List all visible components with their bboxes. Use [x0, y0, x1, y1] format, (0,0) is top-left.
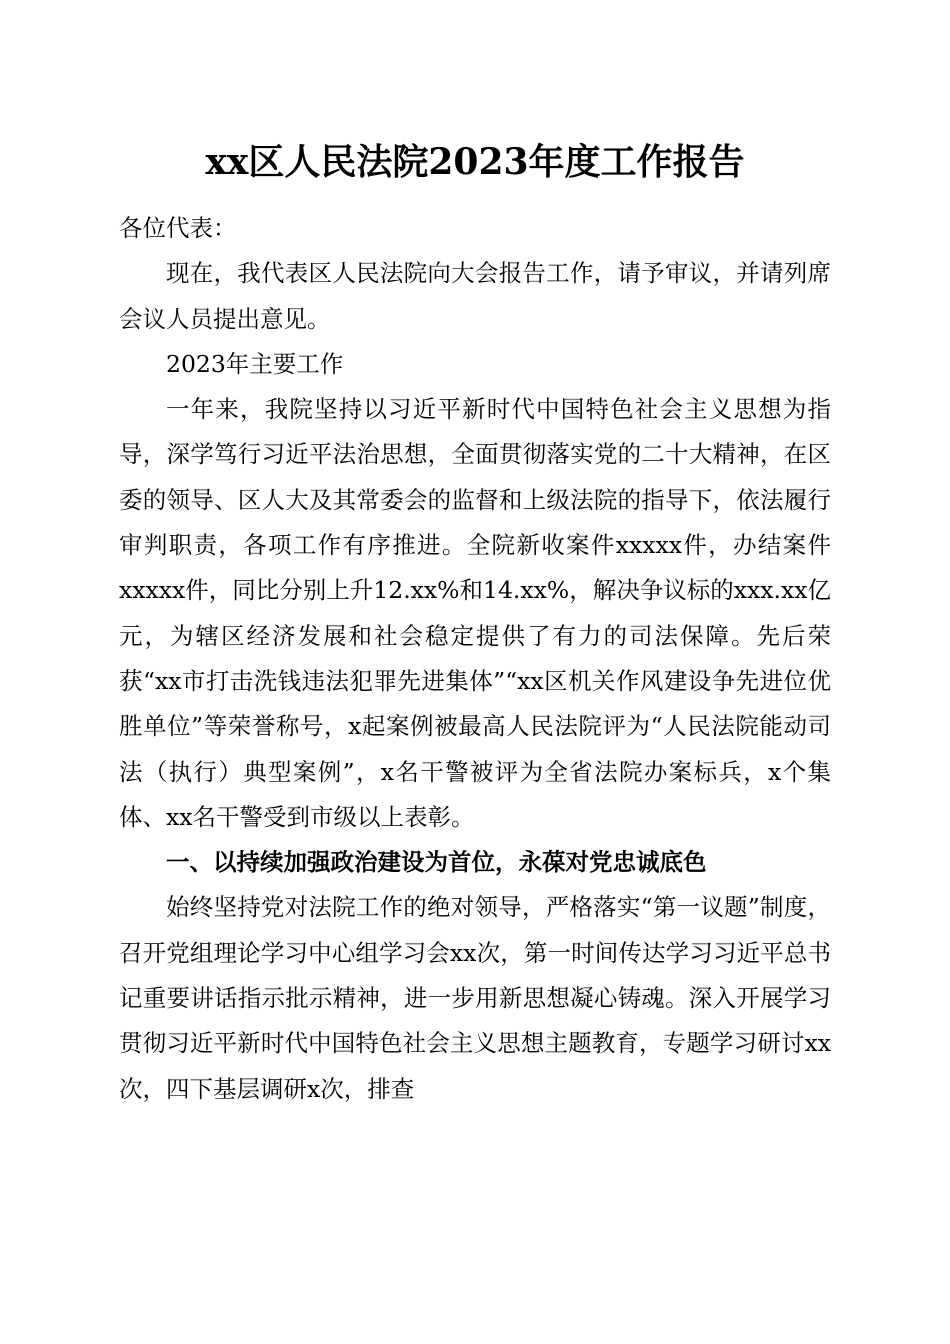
document-title: xx区人民法院2023年度工作报告: [205, 141, 745, 183]
section-heading-1: 一、以持续加强政治建设为首位，永葆对党忠诚底色: [166, 848, 707, 877]
paragraph-1: 始终坚持党对法院工作的绝对领导，严格落实“第一议题”制度，召开党组理论学习中心组学习会xx次，第一时间传达学习习近平总书记重要讲话指示批示精神，进一步用新思想凝心铸魂。深入开展学习贯彻习近平新时代中国特色社会主义思想主题教育，专题学习研讨xx次，四下基层调研x次，排查: [119, 893, 831, 1103]
salutation: 各位代表：: [119, 214, 237, 242]
document-body: [119, 206, 831, 1112]
intro-paragraph: 现在，我代表区人民法院向大会报告工作，请予审议，并请列席会议人员提出意见。: [119, 259, 831, 333]
summary-paragraph: 一年来，我院坚持以习近平新时代中国特色社会主义思想为指导，深学笃行习近平法治思想，全面贯彻落实党的二十大精神，在区委的领导、区人大及其常委会的监督和上级法院的指导下，依法履行审判职责，各项工作有序推进。全院新收案件xxxxx件，办结案件xxxxx件，同比分别上升12.xx%和14.xx%，解决争议标的xxx.xx亿元，为辖区经济发展和社会稳定提供了有力的司法保障。先后荣获“xx市打击洗钱违法犯罪先进集体”“xx区机关作风建设争先进位优胜单位”等荣誉称号，x起案例被最高人民法院评为“人民法院能动司法（执行）典型案例”，x名干警被评为全省法院办案标兵，x个集体、xx名干警受到市级以上表彰。: [119, 395, 831, 831]
section-label: 2023年主要工作: [166, 349, 344, 378]
